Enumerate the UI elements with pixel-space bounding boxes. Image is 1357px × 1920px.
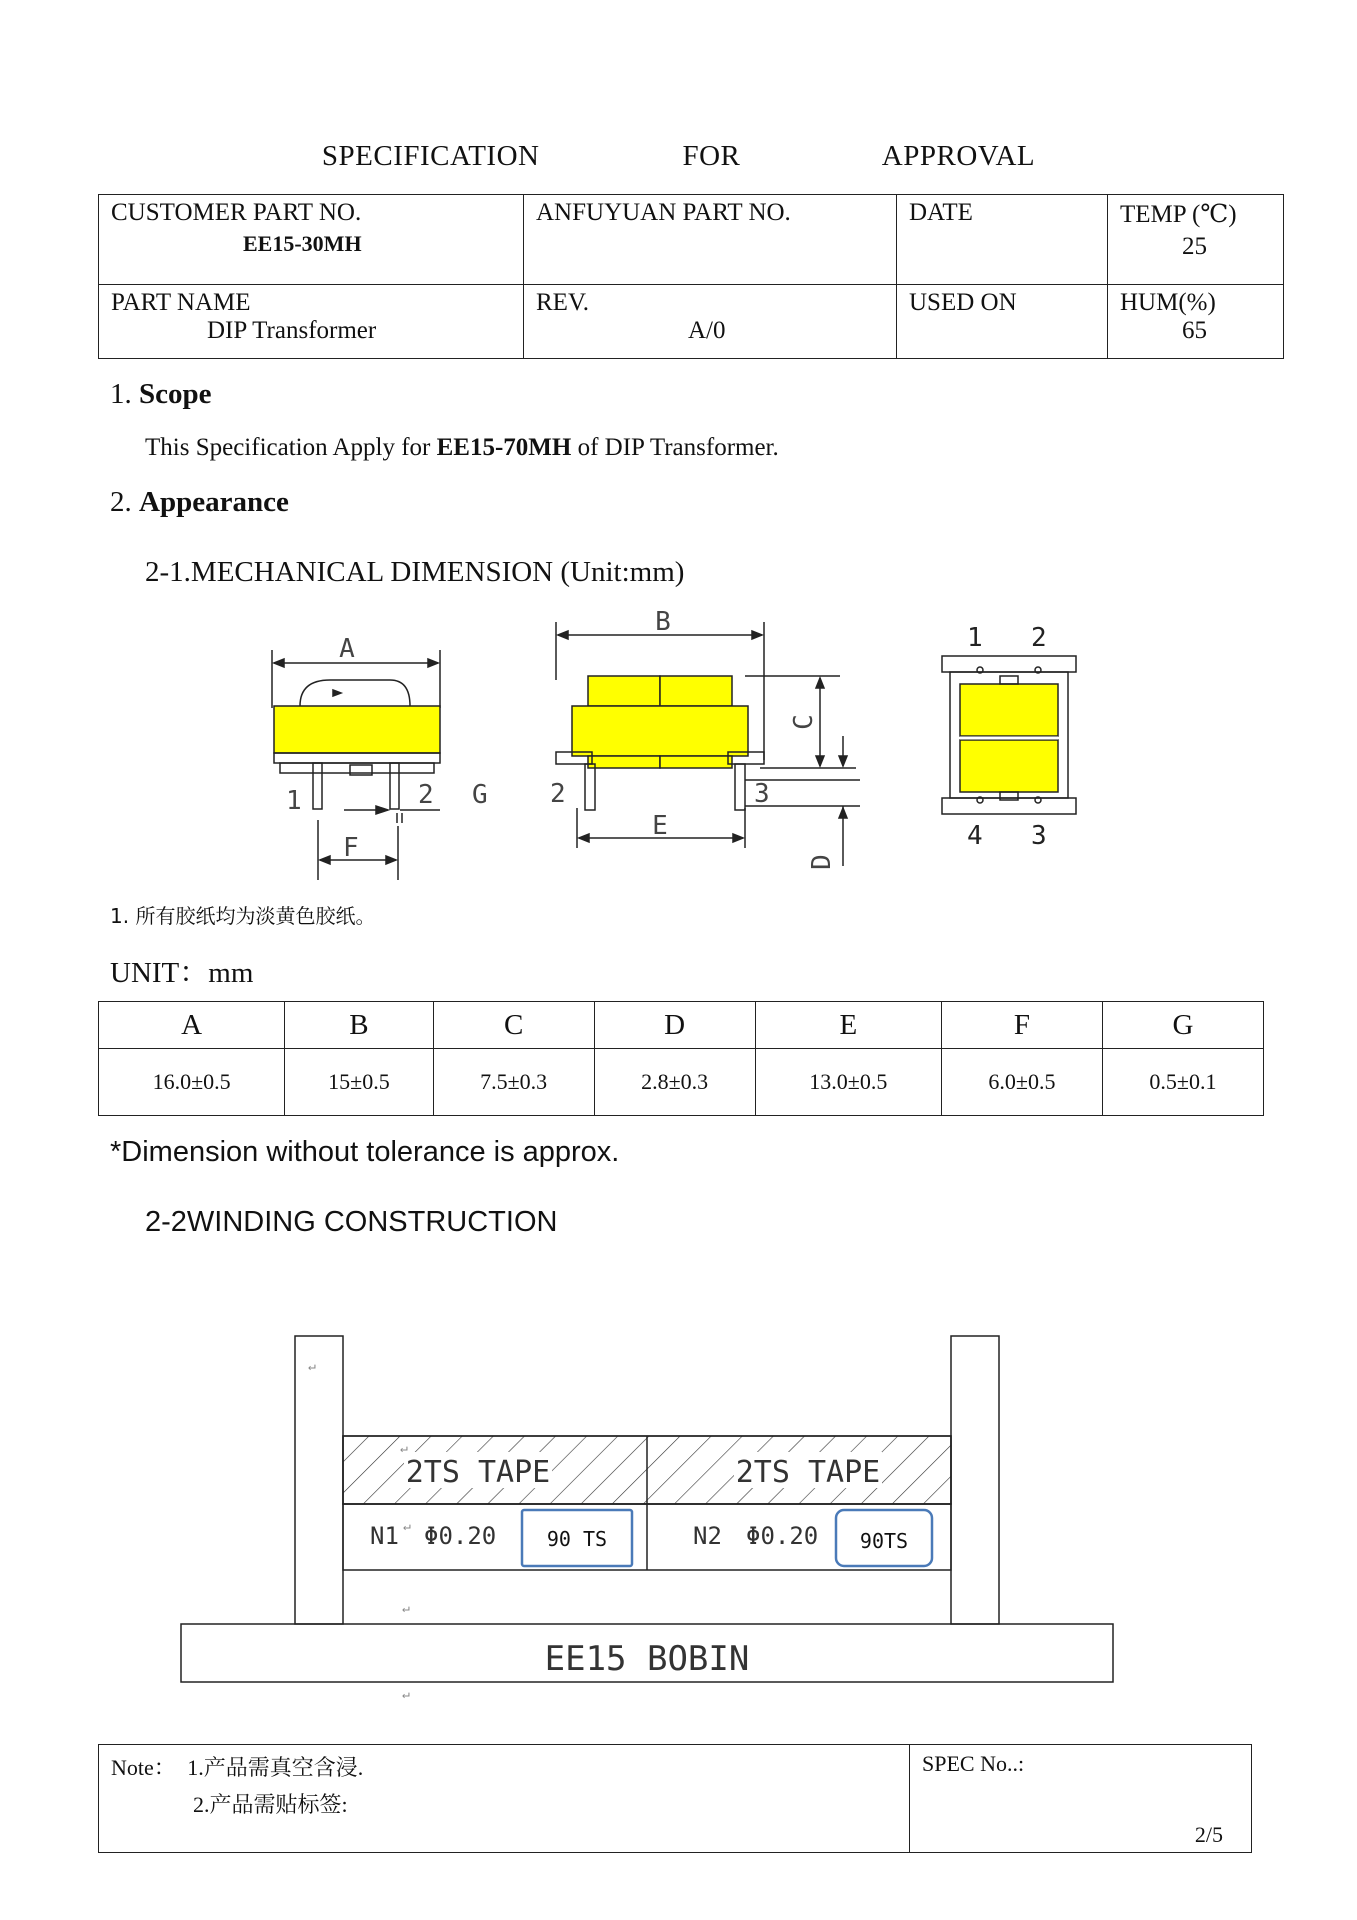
- scope-heading: [110, 378, 212, 411]
- part-name-label: PART NAME: [111, 289, 251, 316]
- header-table: [98, 194, 1284, 359]
- dim-value-cell: 7.5±0.3: [433, 1049, 594, 1116]
- scope-text: [145, 434, 779, 462]
- scope-number: 1.: [110, 378, 132, 410]
- dim-label-d: D: [807, 854, 837, 870]
- scope-title: Scope: [139, 378, 212, 410]
- pin-label-3-front: 3: [754, 779, 770, 809]
- dim-label-b: B: [655, 607, 671, 637]
- return-mark: ↵: [402, 1687, 410, 1702]
- footer-table: [98, 1744, 1252, 1853]
- dim-header-cell: F: [941, 1002, 1102, 1049]
- part-name-cell: [99, 285, 524, 359]
- tape-color-note: 1. 所有胶纸均为淡黄色胶纸。: [110, 904, 376, 928]
- return-mark: ↵: [400, 1441, 408, 1456]
- temp-cell: [1108, 195, 1284, 285]
- anfuyuan-part-cell: [524, 195, 897, 285]
- pin-label-1-top: 1: [967, 623, 983, 653]
- date-label: DATE: [909, 199, 973, 226]
- pin-label-2-side: 2: [418, 780, 434, 810]
- footer-note-2: 2.产品需贴标签:: [193, 1792, 348, 1817]
- winding-diagram: [0, 1320, 1357, 1720]
- return-mark: ↵: [402, 1601, 410, 1616]
- return-mark: ↵: [308, 1359, 316, 1374]
- winding-heading: 2-2WINDING CONSTRUCTION: [145, 1206, 558, 1238]
- dim-header-cell: B: [285, 1002, 433, 1049]
- pin-label-2-front: 2: [550, 779, 566, 809]
- scope-part-number: EE15-70MH: [436, 434, 572, 461]
- n1-wire: Φ0.20: [424, 1522, 497, 1550]
- scope-text-after: of DIP Transformer.: [571, 434, 779, 461]
- customer-part-cell: [99, 195, 524, 285]
- dim-header-cell: C: [433, 1002, 594, 1049]
- bobbin-right-flange: [951, 1336, 999, 1624]
- dim-label-g: G: [472, 780, 488, 810]
- part-name-value: DIP Transformer: [207, 317, 377, 344]
- dim-label-a: A: [339, 634, 355, 664]
- n2-wire: Φ0.20: [746, 1522, 819, 1550]
- mech-dimension-heading: 2-1.MECHANICAL DIMENSION (Unit:mm): [145, 556, 685, 588]
- appearance-number: 2.: [110, 486, 132, 518]
- dim-value-cell: 6.0±0.5: [941, 1049, 1102, 1116]
- rev-cell: [524, 285, 897, 359]
- dim-header-cell: D: [594, 1002, 755, 1049]
- temp-value: 25: [1182, 233, 1207, 260]
- anfuyuan-part-label: ANFUYUAN PART NO.: [536, 199, 791, 226]
- footer-note-1: 1.产品需真空含浸.: [187, 1755, 364, 1780]
- used-on-label: USED ON: [909, 289, 1017, 316]
- customer-part-value: EE15-30MH: [243, 231, 362, 256]
- pin-label-1-side: 1: [286, 786, 302, 816]
- hum-label: HUM(%): [1120, 289, 1216, 316]
- page-title: SPECIFICATION FOR APPROVAL: [321, 140, 1036, 172]
- dim-label-e: E: [652, 811, 668, 841]
- dimension-header-row: [99, 1002, 1264, 1049]
- appearance-title: Appearance: [139, 486, 289, 518]
- temp-label: TEMP (℃): [1120, 201, 1237, 228]
- dim-header-cell: E: [755, 1002, 941, 1049]
- tolerance-note: *Dimension without tolerance is approx.: [110, 1136, 620, 1168]
- dim-header-cell: A: [99, 1002, 285, 1049]
- n2-turns: 90TS: [859, 1529, 909, 1553]
- dim-value-cell: 0.5±0.1: [1102, 1049, 1263, 1116]
- dim-label-f: F: [343, 833, 359, 863]
- rev-label: REV.: [536, 289, 590, 316]
- n2-label: N2: [693, 1522, 722, 1550]
- footer-spec-cell: [910, 1745, 1252, 1853]
- date-cell: [897, 195, 1108, 285]
- customer-part-label: CUSTOMER PART NO.: [111, 199, 362, 226]
- n1-turns: 90 TS: [546, 1527, 608, 1551]
- used-on-cell: [897, 285, 1108, 359]
- dim-label-c: C: [789, 714, 819, 730]
- top-view-drawing: [942, 656, 1076, 814]
- bobbin-left-flange: [295, 1336, 343, 1624]
- n1-label: N1: [370, 1522, 399, 1550]
- dim-value-cell: 15±0.5: [285, 1049, 433, 1116]
- dimension-value-row: [99, 1049, 1264, 1116]
- rev-value: A/0: [688, 317, 726, 344]
- dim-value-cell: 16.0±0.5: [99, 1049, 285, 1116]
- hum-value: 65: [1182, 317, 1207, 344]
- pin-label-3-top: 3: [1031, 821, 1047, 851]
- dim-header-cell: G: [1102, 1002, 1263, 1049]
- front-view-drawing: [556, 622, 860, 866]
- bobbin-label: EE15 BOBIN: [544, 1639, 750, 1679]
- unit-label: UNIT：mm: [110, 957, 254, 989]
- footer-note-label: Note：: [111, 1755, 176, 1780]
- spec-no-label: SPEC No..:: [922, 1751, 1025, 1776]
- pin-label-4-top: 4: [967, 821, 983, 851]
- hum-cell: [1108, 285, 1284, 359]
- appearance-heading: [110, 486, 289, 519]
- footer-note-cell: [99, 1745, 910, 1853]
- dimension-table: [98, 1001, 1264, 1116]
- dim-value-cell: 2.8±0.3: [594, 1049, 755, 1116]
- mechanical-drawing: [0, 600, 1357, 880]
- tape-label-right: 2TS TAPE: [735, 1455, 881, 1490]
- scope-text-before: This Specification Apply for: [145, 434, 437, 461]
- page-number: 2/5: [1194, 1822, 1223, 1847]
- dim-value-cell: 13.0±0.5: [755, 1049, 941, 1116]
- return-mark: ↵: [403, 1519, 411, 1534]
- pin-label-2-top: 2: [1031, 623, 1047, 653]
- tape-label-left: 2TS TAPE: [405, 1455, 551, 1490]
